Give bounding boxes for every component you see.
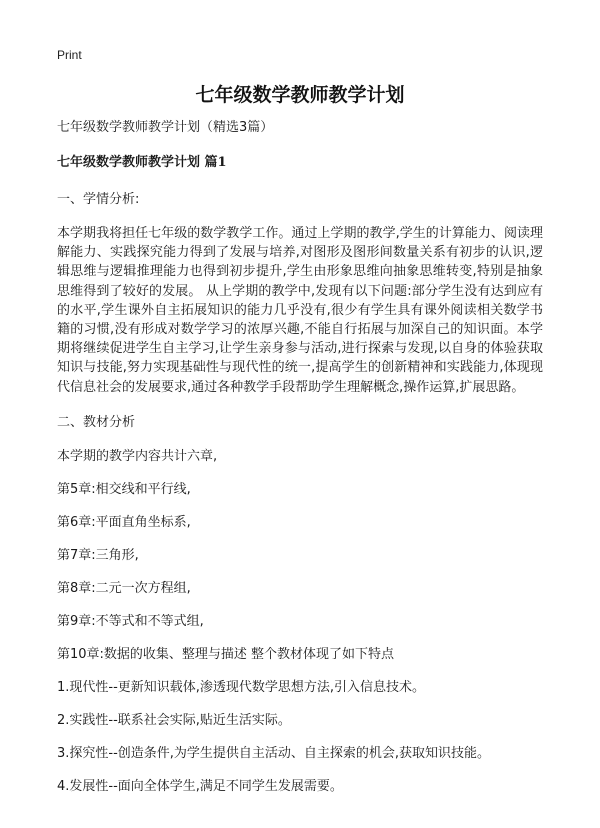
chapter-item: 第5章:相交线和平行线, xyxy=(57,481,191,497)
heading-textbook-analysis: 二、教材分析 xyxy=(57,414,136,430)
feature-item: 1.现代性--更新知识载体,渗透现代数学思想方法,引入信息技术。 xyxy=(57,679,426,695)
feature-item: 3.探究性--创造条件,为学生提供自主活动、自主探索的机会,获取知识技能。 xyxy=(57,745,491,761)
feature-item: 2.实践性--联系社会实际,贴近生活实际。 xyxy=(57,712,291,728)
feature-item: 4.发展性--面向全体学生,满足不同学生发展需要。 xyxy=(57,778,343,794)
document-body xyxy=(57,118,543,810)
print-link[interactable]: Print xyxy=(57,48,82,62)
heading-student-analysis: 一、学情分析: xyxy=(57,192,140,207)
chapter-item: 第9章:不等式和不等式组, xyxy=(57,613,204,629)
document-subtitle: 七年级数学教师教学计划（精选3篇） xyxy=(57,120,274,135)
document-title: 七年级数学教师教学计划 xyxy=(195,84,405,106)
chapter-item: 第7章:三角形, xyxy=(57,547,139,563)
paragraph-student-analysis: 本学期我将担任七年级的数学教学工作。通过上学期的教学,学生的计算能力、阅读理解能力、实践探究能力得到了发展与培养,对图形及图形间数量关系有初步的认识,逻辑思维与逻辑推理能力也得到初步提升,学生由形象思维向抽象思维转变,特别是抽象思维得到了较好的发展。 从上学期的教学中,发现有以下问题:部分学生没有达到应有的水平,学生课外自主拓展知识的能力几乎没有,很少有学生具有课外阅读相关数学书籍的习惯,没有形成对数学学习的浓厚兴趣,不能自行拓展与加深自己的知识面。本学期将继续促进学生自主学习,让学生亲身参与活动,进行探索与发现,以自身的体验获取知识与技能,努力实现基础性与现代性的统一,提高学生的创新精神和实践能力,体现现代信息社会的发展要求,通过各种教学手段帮助学生理解概念,操作运算,扩展思路。 xyxy=(57,226,543,395)
section-title: 七年级数学教师教学计划 篇1 xyxy=(57,155,227,170)
chapter-item: 第10章:数据的收集、整理与描述 整个教材体现了如下特点 xyxy=(57,646,395,662)
chapter-item: 第6章:平面直角坐标系, xyxy=(57,514,191,530)
chapter-item: 第8章:二元一次方程组, xyxy=(57,580,191,596)
paragraph-intro: 本学期的教学内容共计六章, xyxy=(57,448,218,464)
